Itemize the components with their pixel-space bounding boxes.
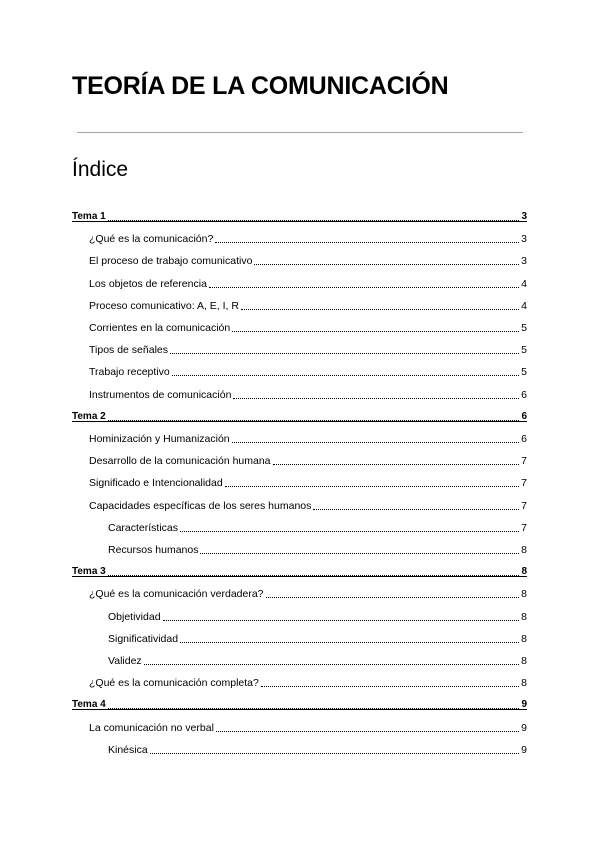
toc-entry-page: 6 [521,433,527,445]
toc-entry-label: Validez [108,655,142,667]
toc-entry-page: 8 [521,610,527,623]
toc-dot-leader [108,220,520,221]
toc-dot-leader [163,620,520,621]
toc-entry-label: ¿Qué es la comunicación? [89,233,214,246]
toc-entry-label: Kinésica [108,743,148,756]
toc-entry[interactable] [108,517,527,535]
toc-entry-label: Tema 3 [72,566,106,578]
toc-entry-label: Capacidades específicas de los seres humanos [89,499,312,512]
toc-dot-leader [241,309,519,310]
toc-entry[interactable] [108,650,527,668]
toc-dot-leader [180,642,519,643]
toc-entry-page: 7 [521,477,527,490]
toc-dot-leader [266,597,520,598]
toc-entry-page: 5 [521,344,527,357]
toc-entry[interactable] [72,694,527,712]
toc-entry-label: Características [108,521,179,534]
toc-entry[interactable] [89,717,527,735]
toc-entry-page: 7 [521,521,527,534]
toc-dot-leader [254,264,519,265]
toc-entry[interactable] [108,628,527,646]
toc-entry-label: Hominización y Humanización [89,433,230,445]
toc-entry-label: El proceso de trabajo comunicativo [89,255,253,268]
toc-dot-leader [215,242,519,243]
toc-entry-label: Tema 2 [72,410,106,422]
toc-entry[interactable] [89,361,527,379]
toc-entry[interactable] [108,739,527,757]
toc-entry[interactable] [89,384,527,402]
toc-entry-page: 8 [521,566,527,578]
toc-entry-page: 3 [521,233,527,246]
toc-entry-page: 9 [521,743,527,756]
toc-entry[interactable] [72,206,527,224]
toc-entry-page: 7 [521,455,527,468]
toc-dot-leader [108,420,520,421]
toc-entry-page: 4 [521,299,527,312]
toc-entry-label: Desarrollo de la comunicación humana [89,455,271,468]
toc-heading: Índice [72,158,129,181]
toc-entry-page: 5 [521,366,527,379]
toc-dot-leader [144,664,519,665]
toc-entry-label: Objetividad [108,610,161,623]
toc-entry-page: 4 [521,277,527,290]
toc-entry-label: ¿Qué es la comunicación completa? [89,677,259,690]
toc-entry-label: ¿Qué es la comunicación verdadera? [89,588,264,601]
toc-entry[interactable] [72,406,527,424]
toc-dot-leader [313,509,519,510]
toc-entry[interactable] [89,472,527,490]
toc-entry[interactable] [89,583,527,601]
toc-entry-page: 8 [521,632,527,645]
toc-entry-label: Significado e Intencionalidad [89,477,223,490]
toc-entry[interactable] [89,450,527,468]
toc-entry-page: 6 [521,410,527,422]
toc-entry[interactable] [89,273,527,291]
toc-entry-page: 8 [521,677,527,690]
toc-dot-leader [150,753,519,754]
toc-entry-label: La comunicación no verbal [89,721,214,734]
toc-entry-page: 6 [521,388,527,401]
toc-dot-leader [108,575,520,576]
toc-dot-leader [232,331,519,332]
toc-entry-page: 3 [521,255,527,268]
toc-entry[interactable] [89,317,527,335]
toc-dot-leader [232,442,520,443]
toc-entry-label: Trabajo receptivo [89,366,170,379]
toc-entry[interactable] [89,295,527,313]
toc-entry[interactable] [108,606,527,624]
toc-entry[interactable] [72,561,527,579]
toc-dot-leader [261,686,519,687]
toc-dot-leader [200,553,519,554]
toc-dot-leader [108,708,520,709]
toc-entry[interactable] [108,539,527,557]
toc-entry-page: 5 [521,322,527,334]
toc-entry[interactable] [89,672,527,690]
toc-entry[interactable] [89,228,527,246]
toc-entry-page: 8 [521,588,527,601]
toc-entry-label: Los objetos de referencia [89,277,207,290]
toc-dot-leader [273,464,520,465]
toc-entry-label: Tema 1 [72,211,106,222]
toc-entry-page: 9 [521,721,527,734]
document-title: TEORÍA DE LA COMUNICACIÓN [72,72,449,100]
toc-entry-label: Proceso comunicativo: A, E, I, R [89,299,239,312]
toc-dot-leader [233,398,519,399]
toc-entry[interactable] [89,339,527,357]
toc-entry-label: Corrientes en la comunicación [89,322,231,334]
toc-dot-leader [209,287,519,288]
toc-dot-leader [180,531,519,532]
toc-dot-leader [216,731,519,732]
toc-entry[interactable] [89,250,527,268]
toc-dot-leader [172,375,519,376]
toc-entry-label: Significatividad [108,632,179,645]
title-divider [77,132,523,133]
toc-entry-page: 8 [521,655,527,667]
toc-entry-page: 9 [521,699,527,711]
toc-dot-leader [170,353,519,354]
toc-entry-page: 7 [521,499,527,512]
toc-dot-leader [225,486,519,487]
toc-entry-label: Tipos de señales [89,344,168,357]
toc-entry[interactable] [89,428,527,446]
toc-entry-page: 8 [521,544,527,556]
toc-entry-label: Instrumentos de comunicación [89,388,232,401]
toc-entry-label: Tema 4 [72,699,106,711]
toc-entry-label: Recursos humanos [108,544,199,556]
toc-entry-page: 3 [521,211,527,222]
toc-entry[interactable] [89,495,527,513]
